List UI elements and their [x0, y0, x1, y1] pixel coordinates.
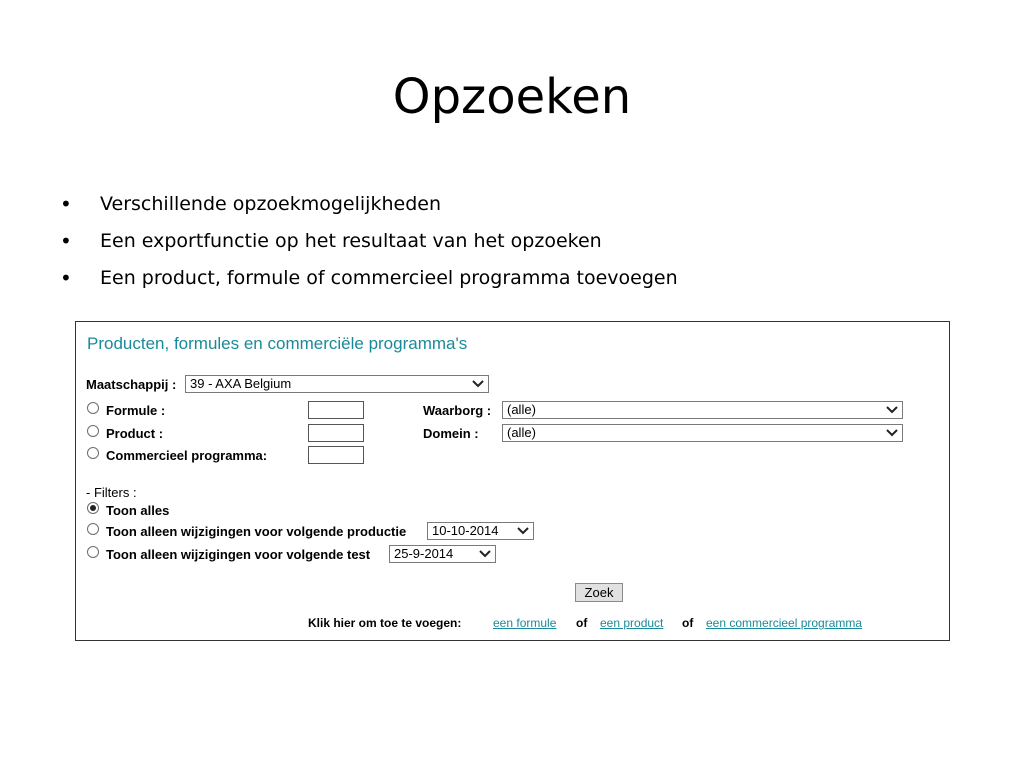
domein-value: (alle)	[507, 425, 536, 440]
domein-label: Domein :	[423, 426, 479, 441]
formule-input[interactable]	[308, 401, 364, 419]
formule-label: Formule :	[106, 403, 166, 418]
slide-title: Opzoeken	[392, 69, 632, 125]
separator-of: of	[682, 616, 694, 630]
bullet-text: Een exportfunctie op het resultaat van het opzoeken	[100, 230, 602, 252]
product-input[interactable]	[308, 424, 364, 442]
product-label: Product :	[106, 426, 164, 441]
bullet-item	[58, 260, 678, 297]
domein-select[interactable]	[502, 424, 903, 442]
bullet-icon: •	[60, 229, 72, 253]
waarborg-label: Waarborg :	[423, 403, 492, 418]
productie-label: Toon alleen wijzigingen voor volgende productie	[106, 524, 407, 539]
zoek-button[interactable]: Zoek	[575, 583, 623, 602]
bullet-item	[58, 186, 678, 223]
product-radio[interactable]	[87, 425, 99, 437]
productie-value: 10-10-2014	[432, 523, 499, 538]
commercieel-label: Commercieel programma:	[106, 448, 268, 463]
productie-select[interactable]	[427, 522, 534, 540]
filters-heading: - Filters :	[86, 485, 137, 500]
toon-alles-label: Toon alles	[106, 503, 170, 518]
bullet-icon: •	[60, 266, 72, 290]
bullet-list	[58, 186, 678, 297]
chevron-down-icon	[471, 377, 485, 391]
test-radio[interactable]	[87, 546, 99, 558]
formule-radio[interactable]	[87, 402, 99, 414]
test-label: Toon alleen wijzigingen voor volgende test	[106, 547, 371, 562]
search-panel-screenshot	[75, 321, 950, 641]
waarborg-select[interactable]	[502, 401, 903, 419]
separator-of: of	[576, 616, 588, 630]
add-prompt: Klik hier om toe te voegen:	[308, 616, 462, 630]
link-commercieel[interactable]: een commercieel programma	[706, 616, 863, 630]
productie-radio[interactable]	[87, 523, 99, 535]
chevron-down-icon	[516, 524, 530, 538]
chevron-down-icon	[885, 403, 899, 417]
bullet-icon: •	[60, 192, 72, 216]
maatschappij-select[interactable]	[185, 375, 489, 393]
panel-title: Producten, formules en commerciële programma's	[87, 334, 468, 353]
bullet-text: Een product, formule of commercieel programma toevoegen	[100, 267, 678, 289]
bullet-item	[58, 223, 678, 260]
link-formule[interactable]: een formule	[493, 616, 557, 630]
toon-alles-radio[interactable]	[87, 502, 99, 514]
commercieel-radio[interactable]	[87, 447, 99, 459]
link-product[interactable]: een product	[600, 616, 664, 630]
test-value: 25-9-2014	[394, 546, 454, 561]
test-select[interactable]	[389, 545, 496, 563]
commercieel-input[interactable]	[308, 446, 364, 464]
chevron-down-icon	[885, 426, 899, 440]
maatschappij-value: 39 - AXA Belgium	[190, 376, 292, 391]
chevron-down-icon	[478, 547, 492, 561]
bullet-text: Verschillende opzoekmogelijkheden	[100, 193, 441, 215]
maatschappij-label: Maatschappij :	[86, 377, 177, 392]
waarborg-value: (alle)	[507, 402, 536, 417]
